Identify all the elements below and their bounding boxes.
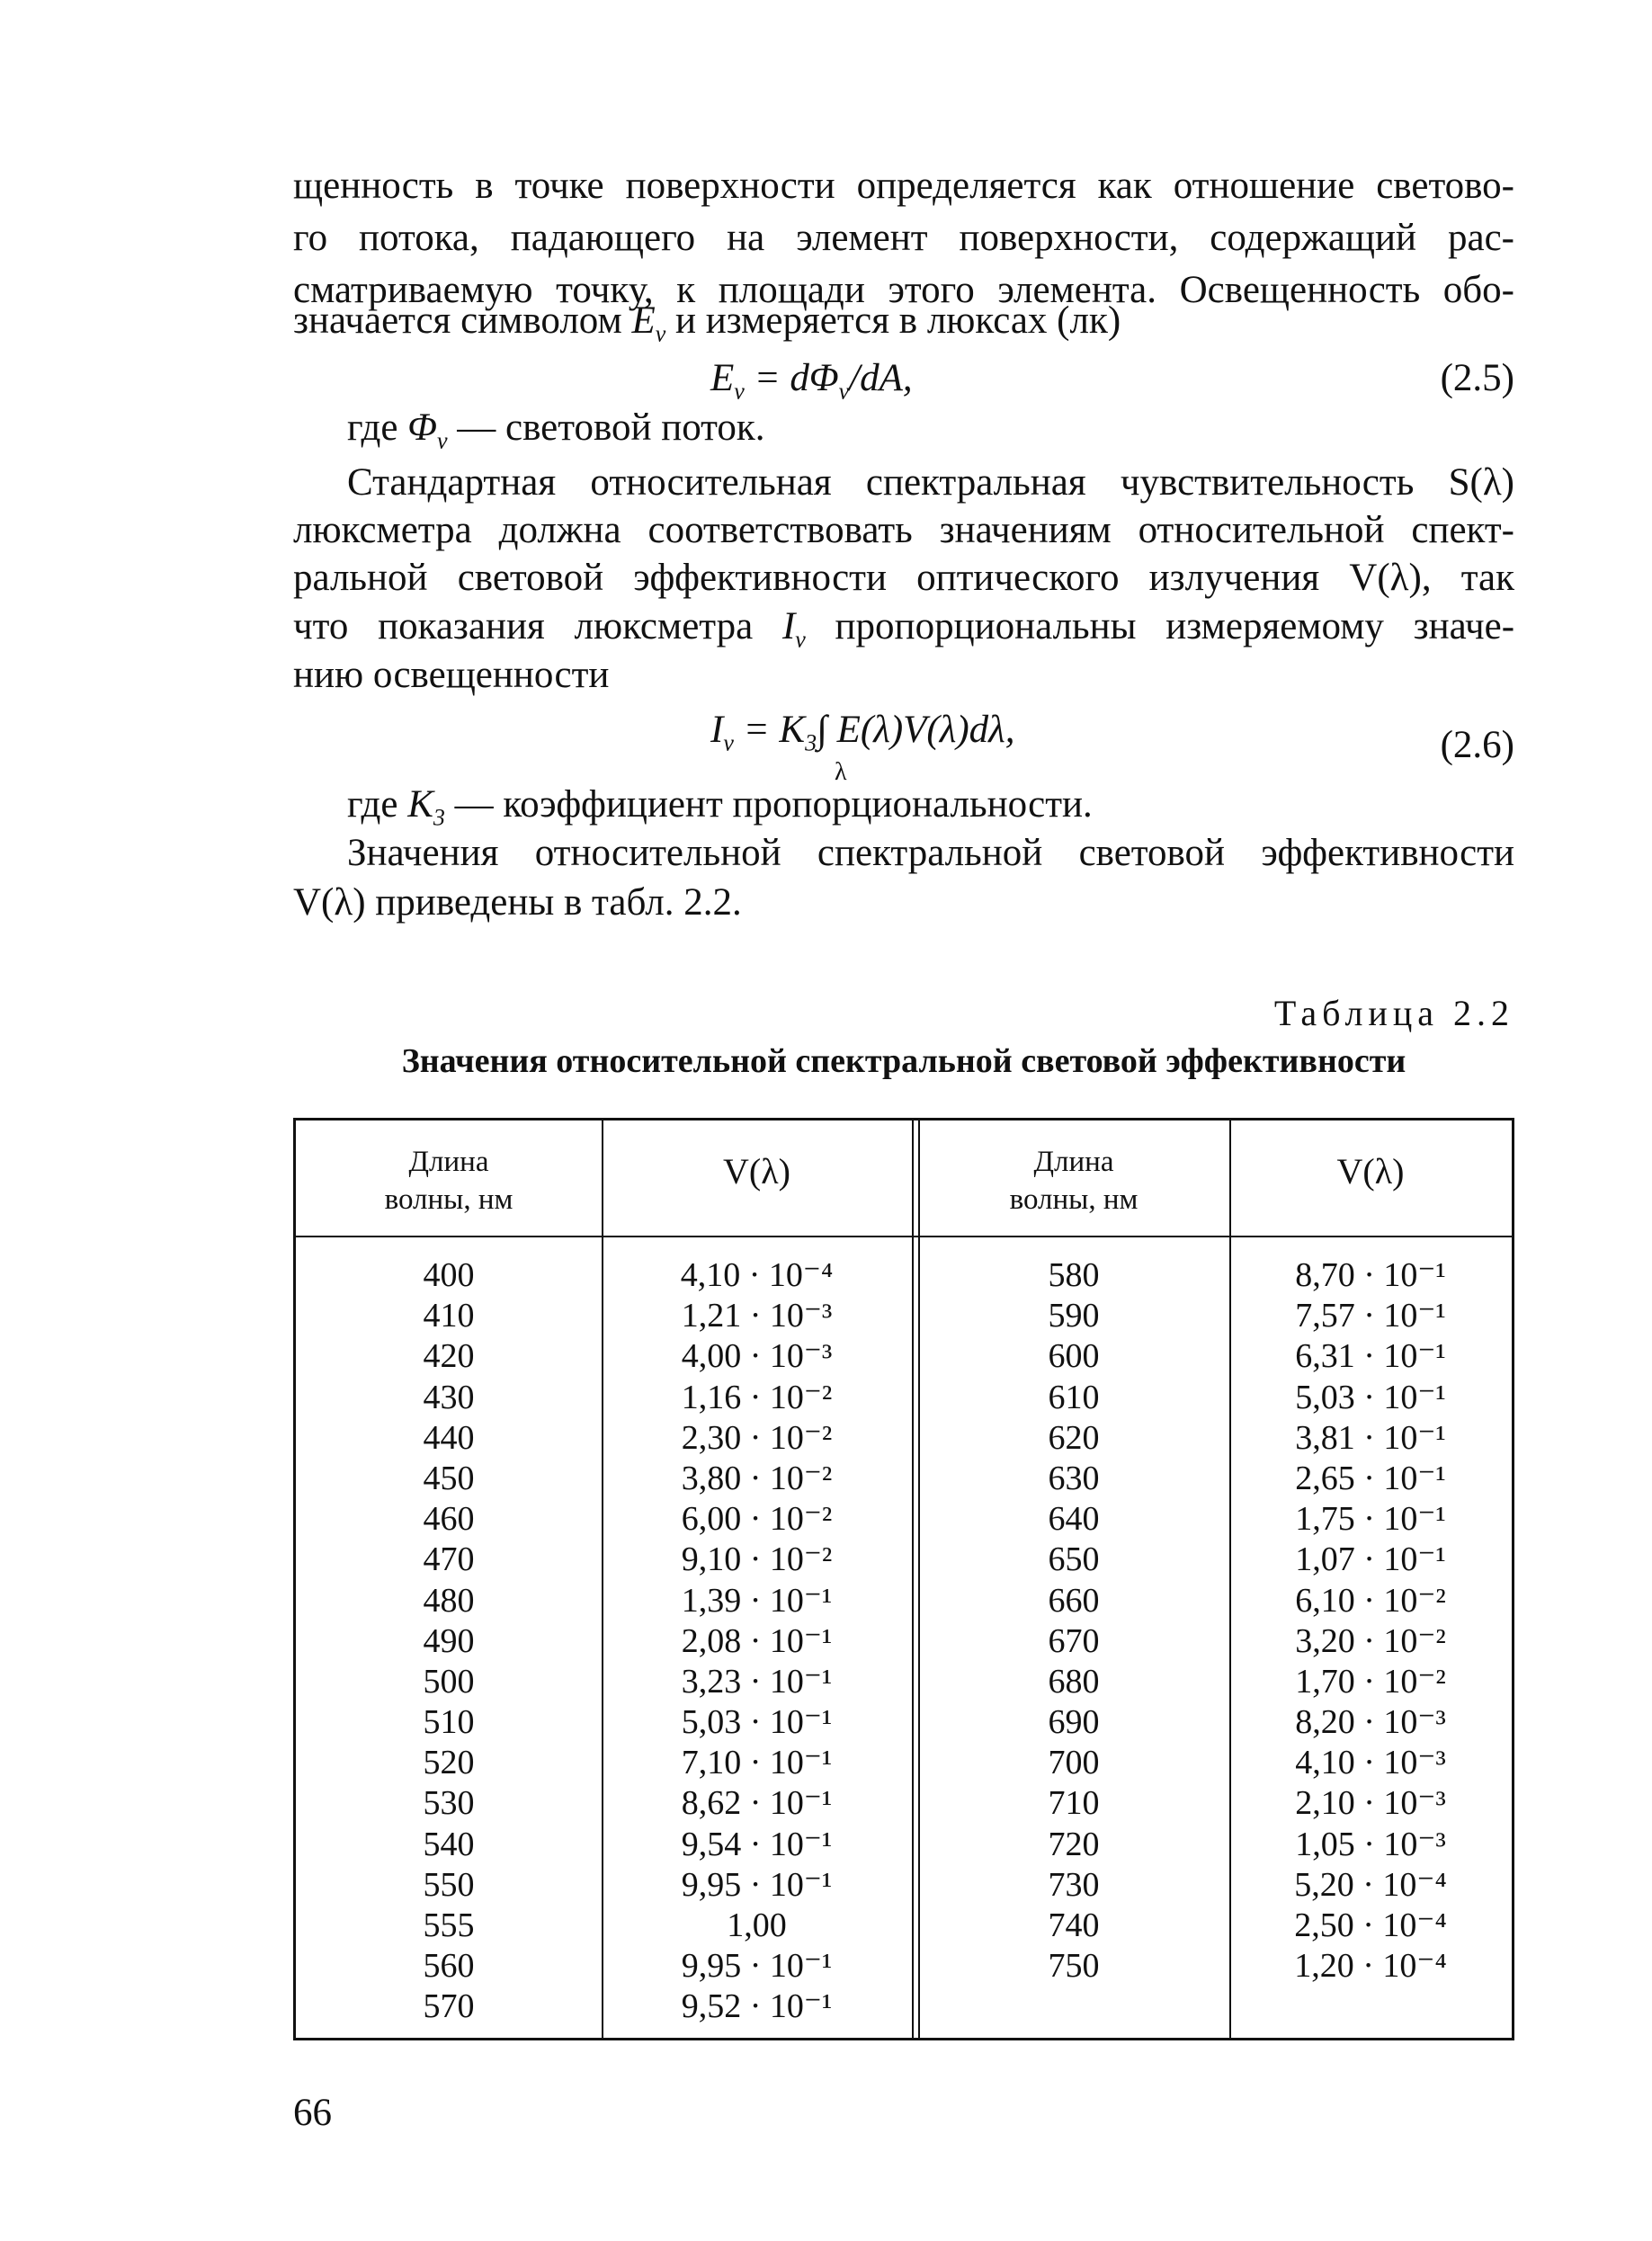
column-divider [912,1120,914,2038]
table-cell-wavelength: 520 [423,1744,475,1782]
equation-2-5: $E_v = d\Phi_v/dA$, [710,357,913,405]
table-cell-wavelength: 510 [423,1703,475,1742]
equation-number: (2.6) [1440,724,1514,766]
table-cell-value: 1,21 · 10⁻³ [681,1297,833,1335]
table-cell-wavelength: 540 [423,1825,475,1863]
table-cell-value: 2,65 · 10⁻¹ [1295,1459,1446,1497]
header-divider [296,1236,1512,1237]
table-cell-wavelength: 460 [423,1500,475,1539]
table-cell-wavelength: 650 [1048,1540,1100,1579]
table-cell-value: 3,20 · 10⁻² [1295,1621,1446,1660]
table-cell-wavelength: 440 [423,1418,475,1457]
equation-2-6: $I_v = K_3\int$ E(λ)V(λ)dλ, [710,709,1015,756]
table-cell-wavelength: 450 [423,1459,475,1497]
table-cell-wavelength: 500 [423,1662,475,1701]
table-cell-wavelength: 700 [1048,1744,1100,1782]
text-line: где $\Phi_v$ — световой поток. [347,406,765,454]
text-line: Значения относительной спектральной световой эффективности [347,832,1514,874]
text-line: щенность в точке поверхности определяется как отношение светово- [293,165,1514,207]
table-cell-value: 8,62 · 10⁻¹ [681,1784,833,1823]
header-wavelength: Длина волны, нм [1009,1146,1139,1216]
left-value-column [602,1255,912,2028]
text-line: го потока, падающего на элемент поверхности, содержащий рас- [293,217,1514,259]
table-cell-value: 9,10 · 10⁻² [681,1540,833,1579]
table-cell-value: 6,00 · 10⁻² [681,1500,833,1539]
table-cell-wavelength: 555 [423,1906,475,1944]
header-wavelength: Длина волны, нм [384,1146,513,1216]
table-cell-value: 4,10 · 10⁻⁴ [680,1256,834,1294]
table-cell-wavelength: 530 [423,1784,475,1823]
table-cell-value: 2,30 · 10⁻² [681,1418,833,1457]
table-cell-wavelength: 750 [1048,1947,1100,1986]
text-line: ральной световой эффективности оптического излучения V(λ), так [293,557,1514,599]
table-cell-wavelength: 740 [1048,1906,1100,1944]
table-cell-value: 9,54 · 10⁻¹ [681,1825,833,1863]
table-cell-value: 9,52 · 10⁻¹ [681,1987,833,2026]
table-cell-value: 1,20 · 10⁻⁴ [1294,1947,1447,1986]
table-number: Таблица 2.2 [1273,993,1514,1033]
table-cell-value: 8,70 · 10⁻¹ [1295,1256,1446,1294]
table-cell-value: 1,39 · 10⁻¹ [681,1581,833,1620]
table-cell-wavelength: 490 [423,1621,475,1660]
table-cell-value: 5,20 · 10⁻⁴ [1294,1865,1447,1904]
table-cell-value: 1,70 · 10⁻² [1295,1662,1446,1701]
table-cell-value: 1,75 · 10⁻¹ [1295,1500,1446,1539]
table-cell-wavelength: 620 [1048,1418,1100,1457]
left-wavelength-column [296,1255,602,2028]
table-cell-wavelength: 670 [1048,1621,1100,1660]
table-cell-wavelength: 690 [1048,1703,1100,1742]
table-cell-wavelength: 730 [1048,1865,1100,1904]
table-cell-wavelength: 630 [1048,1459,1100,1497]
table-cell-value: 5,03 · 10⁻¹ [1295,1378,1446,1416]
table-cell-wavelength: 400 [423,1256,475,1294]
table-cell-value: 5,03 · 10⁻¹ [681,1703,833,1742]
table-cell-wavelength: 560 [423,1947,475,1986]
right-value-column [1229,1255,1512,1987]
table-cell-value: 6,10 · 10⁻² [1295,1581,1446,1620]
table-cell-value: 1,07 · 10⁻¹ [1295,1540,1446,1579]
table-cell-value: 9,95 · 10⁻¹ [681,1865,833,1904]
right-wavelength-column [918,1255,1229,1987]
page-number: 66 [293,2092,332,2134]
table-cell-value: 3,81 · 10⁻¹ [1295,1418,1446,1457]
header-v: V(λ) [1336,1151,1405,1192]
table-cell-wavelength: 420 [423,1337,475,1376]
table-cell-value: 1,05 · 10⁻³ [1295,1825,1446,1863]
table-cell-wavelength: 720 [1048,1825,1100,1863]
equation-number: (2.5) [1440,357,1514,399]
table-cell-value: 2,08 · 10⁻¹ [681,1621,833,1660]
table-cell-wavelength: 410 [423,1297,475,1335]
table-cell-value: 7,57 · 10⁻¹ [1295,1297,1446,1335]
table-cell-wavelength: 610 [1048,1378,1100,1416]
table-cell-wavelength: 660 [1048,1581,1100,1620]
text-line: V(λ) приведены в табл. 2.2. [293,881,742,924]
table-cell-wavelength: 580 [1048,1256,1100,1294]
table-cell-value: 2,10 · 10⁻³ [1295,1784,1446,1823]
table-cell-wavelength: 470 [423,1540,475,1579]
table-cell-wavelength: 480 [423,1581,475,1620]
table-cell-wavelength: 710 [1048,1784,1100,1823]
table-cell-value: 6,31 · 10⁻¹ [1295,1337,1446,1376]
table-cell-wavelength: 680 [1048,1662,1100,1701]
table-cell-wavelength: 640 [1048,1500,1100,1539]
table-cell-value: 7,10 · 10⁻¹ [681,1744,833,1782]
table-cell-value: 1,16 · 10⁻² [681,1378,833,1416]
text-line: что показания люксметра $I_v$ пропорциональны измеряемому значе- [293,605,1515,653]
text-line: сматриваемую точку, к площади этого элемента. Освещенность обо- [293,269,1514,311]
table-cell-wavelength: 550 [423,1865,475,1904]
table-cell-wavelength: 590 [1048,1297,1100,1335]
table-cell-value: 8,20 · 10⁻³ [1295,1703,1446,1742]
table-cell-value: 4,00 · 10⁻³ [681,1337,833,1376]
table-cell-value: 2,50 · 10⁻⁴ [1294,1906,1447,1944]
text-line: нию освещенности [293,654,610,696]
table-cell-value: 1,00 [727,1906,787,1944]
text-line: где $K_3$ — коэффициент пропорциональности. [347,783,1093,831]
text-line: значается символом $E_v$ и измеряется в люксах (лк) [293,299,1121,347]
table-cell-value: 4,10 · 10⁻³ [1295,1744,1446,1782]
text-line: Стандартная относительная спектральная чувствительность S(λ) [347,461,1514,504]
table-cell-wavelength: 430 [423,1378,475,1416]
integral-limit: λ [835,758,847,786]
table-cell-value: 3,23 · 10⁻¹ [681,1662,833,1701]
table-cell-wavelength: 570 [423,1987,475,2026]
table-cell-wavelength: 600 [1048,1337,1100,1376]
table-cell-value: 3,80 · 10⁻² [681,1459,833,1497]
header-v: V(λ) [723,1151,790,1192]
table-title: Значения относительной спектральной световой эффективности [401,1042,1406,1080]
data-table [293,1118,1514,2040]
text-line: люксметра должна соответствовать значениям относительной спект- [293,509,1514,551]
table-cell-value: 9,95 · 10⁻¹ [681,1947,833,1986]
